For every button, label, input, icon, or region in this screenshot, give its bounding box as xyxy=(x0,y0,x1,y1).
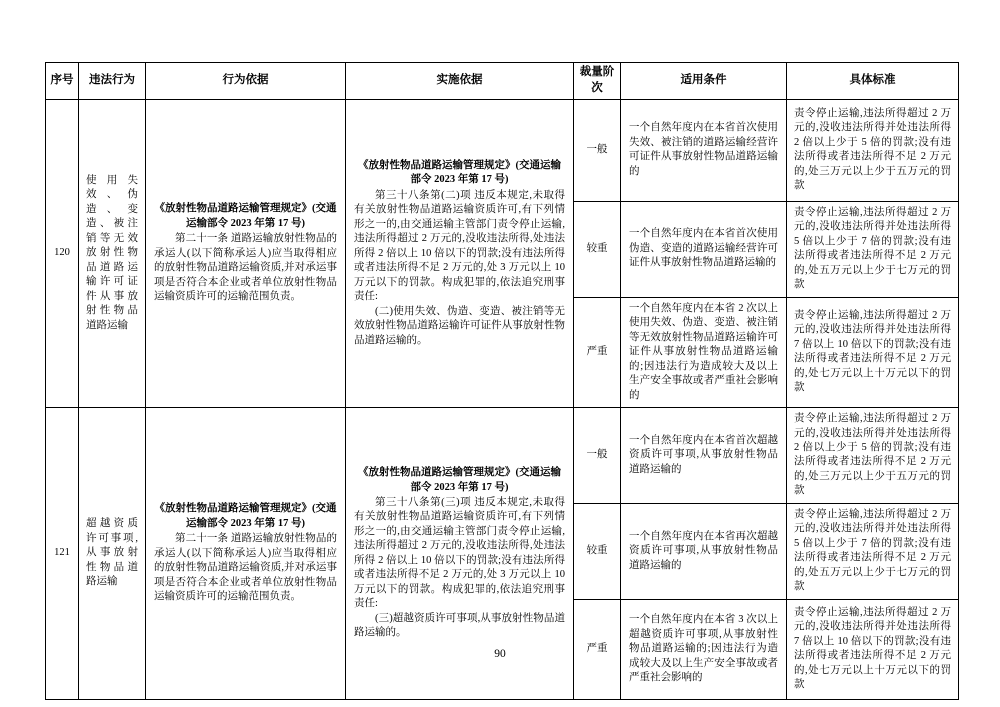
cell-standard: 责令停止运输,违法所得超过 2 万元的,没收违法所得并处违法所得 7 倍以上 10 倍以下的罚款;没有违法所得或者违法所得不足 2 万元的,处七万元以上十万元以下的罚款 xyxy=(787,599,959,699)
cell-condition: 一个自然年度内在本省首次超越资质许可事项,从事放射性物品道路运输的 xyxy=(621,408,787,504)
cell-condition: 一个自然年度内在本省首次使用失效、被注销的道路运输经营许可证件从事放射性物品道路运输的 xyxy=(621,99,787,201)
header-impl-basis: 实施依据 xyxy=(346,63,574,100)
cell-standard: 责令停止运输,违法所得超过 2 万元的,没收违法所得并处违法所得 7 倍以上 10 倍以下的罚款;没有违法所得或者违法所得不足 2 万元的,处七万元以上十万元以下的罚款 xyxy=(787,297,959,407)
header-seq: 序号 xyxy=(46,63,79,100)
cell-level: 一般 xyxy=(574,99,621,201)
behavior-basis-body: 第二十一条 道路运输放射性物品的承运人(以下简称承运人)应当取得相应的放射性物品道路运输资质,并对承运事项是否符合本企业或者单位放射性物品运输资质许可的运输范围负责。 xyxy=(154,533,337,603)
cell-standard: 责令停止运输,违法所得超过 2 万元的,没收违法所得并处违法所得 5 倍以上少于 7 倍的罚款;没有违法所得或者违法所得不足 2 万元的,处五万元以上少于七万元的罚款 xyxy=(787,503,959,599)
cell-level: 较重 xyxy=(574,201,621,297)
behavior-basis-body: 第二十一条 道路运输放射性物品的承运人(以下简称承运人)应当取得相应的放射性物品道路运输资质,并对承运事项是否符合本企业或者单位放射性物品运输资质许可的运输范围负责。 xyxy=(154,233,337,303)
cell-behavior-basis xyxy=(146,99,346,407)
cell-level: 严重 xyxy=(574,599,621,699)
cell-seq: 120 xyxy=(46,99,79,407)
cell-standard: 责令停止运输,违法所得超过 2 万元的,没收违法所得并处违法所得 5 倍以上少于 7 倍的罚款;没有违法所得或者违法所得不足 2 万元的,处五万元以上少于七万元的罚款 xyxy=(787,201,959,297)
cell-condition: 一个自然年度内在本省 2 次以上使用失效、伪造、变造、被注销等无效放射性物品道路运输许可证件从事放射性物品道路运输的;因违法行为造成较大及以上生产安全事故或者严重社会影响的 xyxy=(621,297,787,407)
cell-violation: 超越资质许可事项,从事放射性物品道路运输 xyxy=(79,408,146,700)
table-row xyxy=(46,408,959,504)
impl-basis-item: (三)超越资质许可事项,从事放射性物品道路运输的。 xyxy=(354,612,565,639)
behavior-basis-title: 《放射性物品道路运输管理规定》(交通运输部令 2023 年第 17 号) xyxy=(154,503,337,529)
table-row xyxy=(46,99,959,201)
cell-impl-basis xyxy=(346,99,574,407)
cell-condition: 一个自然年度内在本省 3 次以上超越资质许可事项,从事放射性物品道路运输的;因违法行为造成较大及以上生产安全事故或者严重社会影响的 xyxy=(621,599,787,699)
cell-condition: 一个自然年度内在本省首次使用伪造、变造的道路运输经营许可证件从事放射性物品道路运输的 xyxy=(621,201,787,297)
cell-level: 一般 xyxy=(574,408,621,504)
behavior-basis-title: 《放射性物品道路运输管理规定》(交通运输部令 2023 年第 17 号) xyxy=(154,203,337,229)
cell-violation: 使用失效、伪造、变造、被注销等无效放射性物品道路运输许可证件从事放射性物品道路运输 xyxy=(79,99,146,407)
cell-level: 严重 xyxy=(574,297,621,407)
header-row xyxy=(46,63,959,100)
impl-basis-title: 《放射性物品道路运输管理规定》(交通运输部令 2023 年第 17 号) xyxy=(358,467,561,493)
header-standard: 具体标准 xyxy=(787,63,959,100)
page-number: 90 xyxy=(494,648,506,660)
impl-basis-title: 《放射性物品道路运输管理规定》(交通运输部令 2023 年第 17 号) xyxy=(358,159,561,186)
header-condition: 适用条件 xyxy=(621,63,787,100)
cell-standard: 责令停止运输,违法所得超过 2 万元的,没收违法所得并处违法所得 2 倍以上少于 5 倍的罚款;没有违法所得或者违法所得不足 2 万元的,处三万元以上少于五万元的罚款 xyxy=(787,99,959,201)
header-violation: 违法行为 xyxy=(79,63,146,100)
cell-standard: 责令停止运输,违法所得超过 2 万元的,没收违法所得并处违法所得 2 倍以上少于 5 倍的罚款;没有违法所得或者违法所得不足 2 万元的,处三万元以上少于五万元的罚款 xyxy=(787,408,959,504)
header-level: 裁量阶次 xyxy=(574,63,621,100)
cell-seq: 121 xyxy=(46,408,79,700)
cell-level: 较重 xyxy=(574,503,621,599)
impl-basis-item: (二)使用失效、伪造、变造、被注销等无效放射性物品道路运输许可证件从事放射性物品道路运输的。 xyxy=(354,305,565,346)
cell-condition: 一个自然年度内在本省再次超越资质许可事项,从事放射性物品道路运输的 xyxy=(621,503,787,599)
header-behavior-basis: 行为依据 xyxy=(146,63,346,100)
penalty-table xyxy=(45,62,959,700)
impl-basis-body: 第三十八条第(三)项 违反本规定,未取得有关放射性物品道路运输资质许可,有下列情形之一的,由交通运输主管部门责令停止运输,违法所得超过 2 万元的,没收违法所得,处违法所得 2 倍以上 10 倍以下的罚款;没有违法所得或者违法所得不足 2 万元的,处 3 万元以上 10 万元以下的罚款。构成犯罪的,依法追究刑事责任: xyxy=(354,496,565,610)
impl-basis-body: 第三十八条第(二)项 违反本规定,未取得有关放射性物品道路运输资质许可,有下列情形之一的,由交通运输主管部门责令停止运输,违法所得超过 2 万元的,没收违法所得,处违法所得 2 倍以上 10 倍以下的罚款;没有违法所得或者违法所得不足 2 万元的,处 3 万元以上 10 万元以下的罚款。构成犯罪的,依法追究刑事责任: xyxy=(354,189,565,303)
